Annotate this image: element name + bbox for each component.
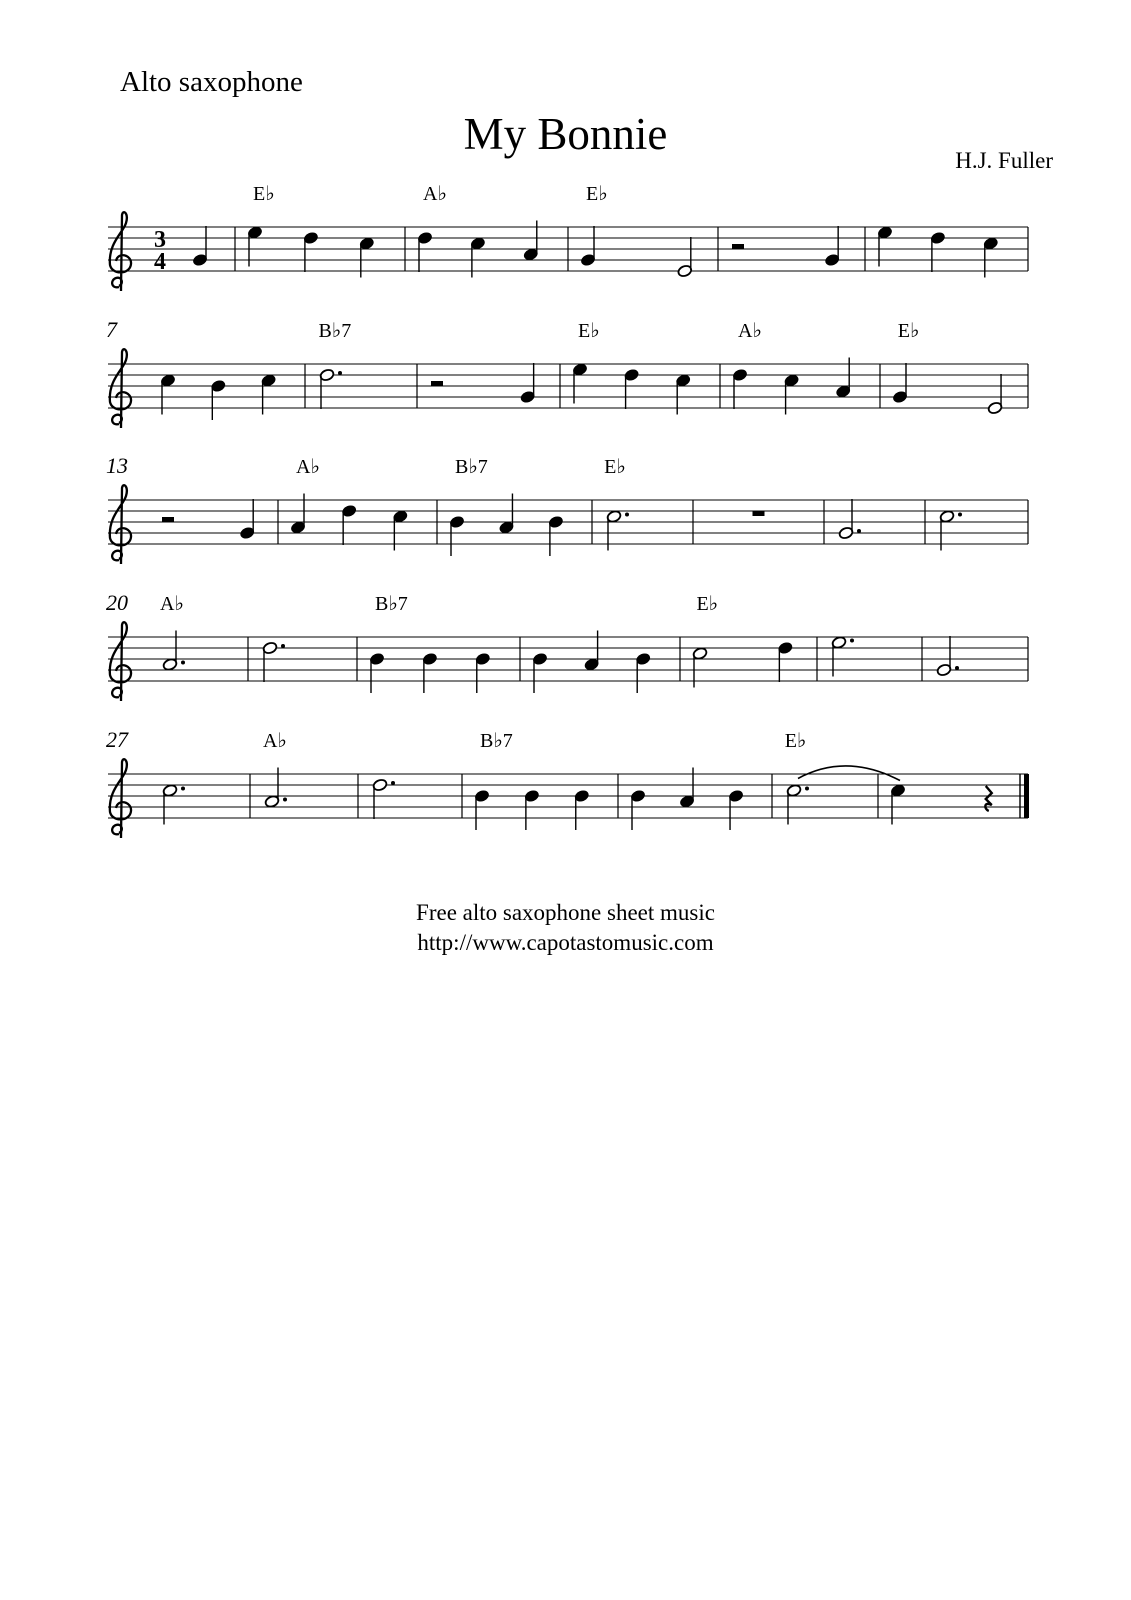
measure-number: 13 xyxy=(106,453,128,478)
chord-symbol: A♭ xyxy=(262,730,287,752)
chord-symbol: B♭7 xyxy=(318,320,352,342)
half-rest-icon xyxy=(732,244,744,249)
dot xyxy=(955,666,959,670)
dot xyxy=(857,529,861,533)
dot xyxy=(181,787,185,791)
measure-number: 20 xyxy=(106,590,128,615)
chord-symbol: E♭ xyxy=(578,320,600,342)
instrument-name: Alto saxophone xyxy=(120,66,303,98)
treble-clef-icon xyxy=(110,485,131,564)
staff-system xyxy=(106,453,1028,564)
footer-url[interactable]: http://www.capotastomusic.com xyxy=(417,930,714,955)
staff-system xyxy=(106,727,1029,838)
treble-clef-icon xyxy=(110,622,131,701)
staff-system xyxy=(106,317,1028,428)
chord-symbol: A♭ xyxy=(160,593,184,615)
chord-symbol: A♭ xyxy=(296,456,320,478)
measure-number: 27 xyxy=(106,727,128,752)
chord-symbol: B♭7 xyxy=(480,730,513,752)
staff-system xyxy=(106,590,1028,701)
chord-symbol: E♭ xyxy=(897,320,920,342)
time-signature-bottom: 4 xyxy=(154,249,166,275)
final-barline xyxy=(1024,774,1029,818)
measure-number: 7 xyxy=(106,317,117,342)
treble-clef-icon xyxy=(110,349,131,428)
tie-arc xyxy=(798,766,900,781)
chord-symbol: A♭ xyxy=(738,320,762,342)
half-rest-icon xyxy=(162,517,174,522)
chord-symbol: B♭7 xyxy=(375,593,408,615)
treble-clef-icon xyxy=(110,759,131,838)
staff-system xyxy=(108,183,1028,291)
chord-symbol: E♭ xyxy=(784,730,807,752)
dot xyxy=(338,371,342,375)
dot xyxy=(283,798,287,802)
song-title: My Bonnie xyxy=(463,109,668,159)
time-signature-top: 3 xyxy=(154,227,166,253)
chord-symbol: B♭7 xyxy=(455,456,488,478)
dot xyxy=(958,513,962,517)
whole-rest-icon xyxy=(753,511,765,516)
dot xyxy=(850,639,854,643)
chord-symbol: A♭ xyxy=(423,183,447,205)
half-rest-icon xyxy=(431,381,443,386)
dot xyxy=(625,513,629,517)
dot xyxy=(391,781,395,785)
footer-text: Free alto saxophone sheet music xyxy=(416,900,715,925)
dot xyxy=(805,787,809,791)
dot xyxy=(181,661,185,665)
chord-symbol: E♭ xyxy=(253,183,275,205)
chord-symbol: E♭ xyxy=(604,456,626,478)
chord-symbol: E♭ xyxy=(696,593,719,615)
dot xyxy=(281,644,285,648)
chord-symbol: E♭ xyxy=(586,183,608,205)
treble-clef-icon xyxy=(110,212,131,291)
composer-name: H.J. Fuller xyxy=(955,148,1053,173)
